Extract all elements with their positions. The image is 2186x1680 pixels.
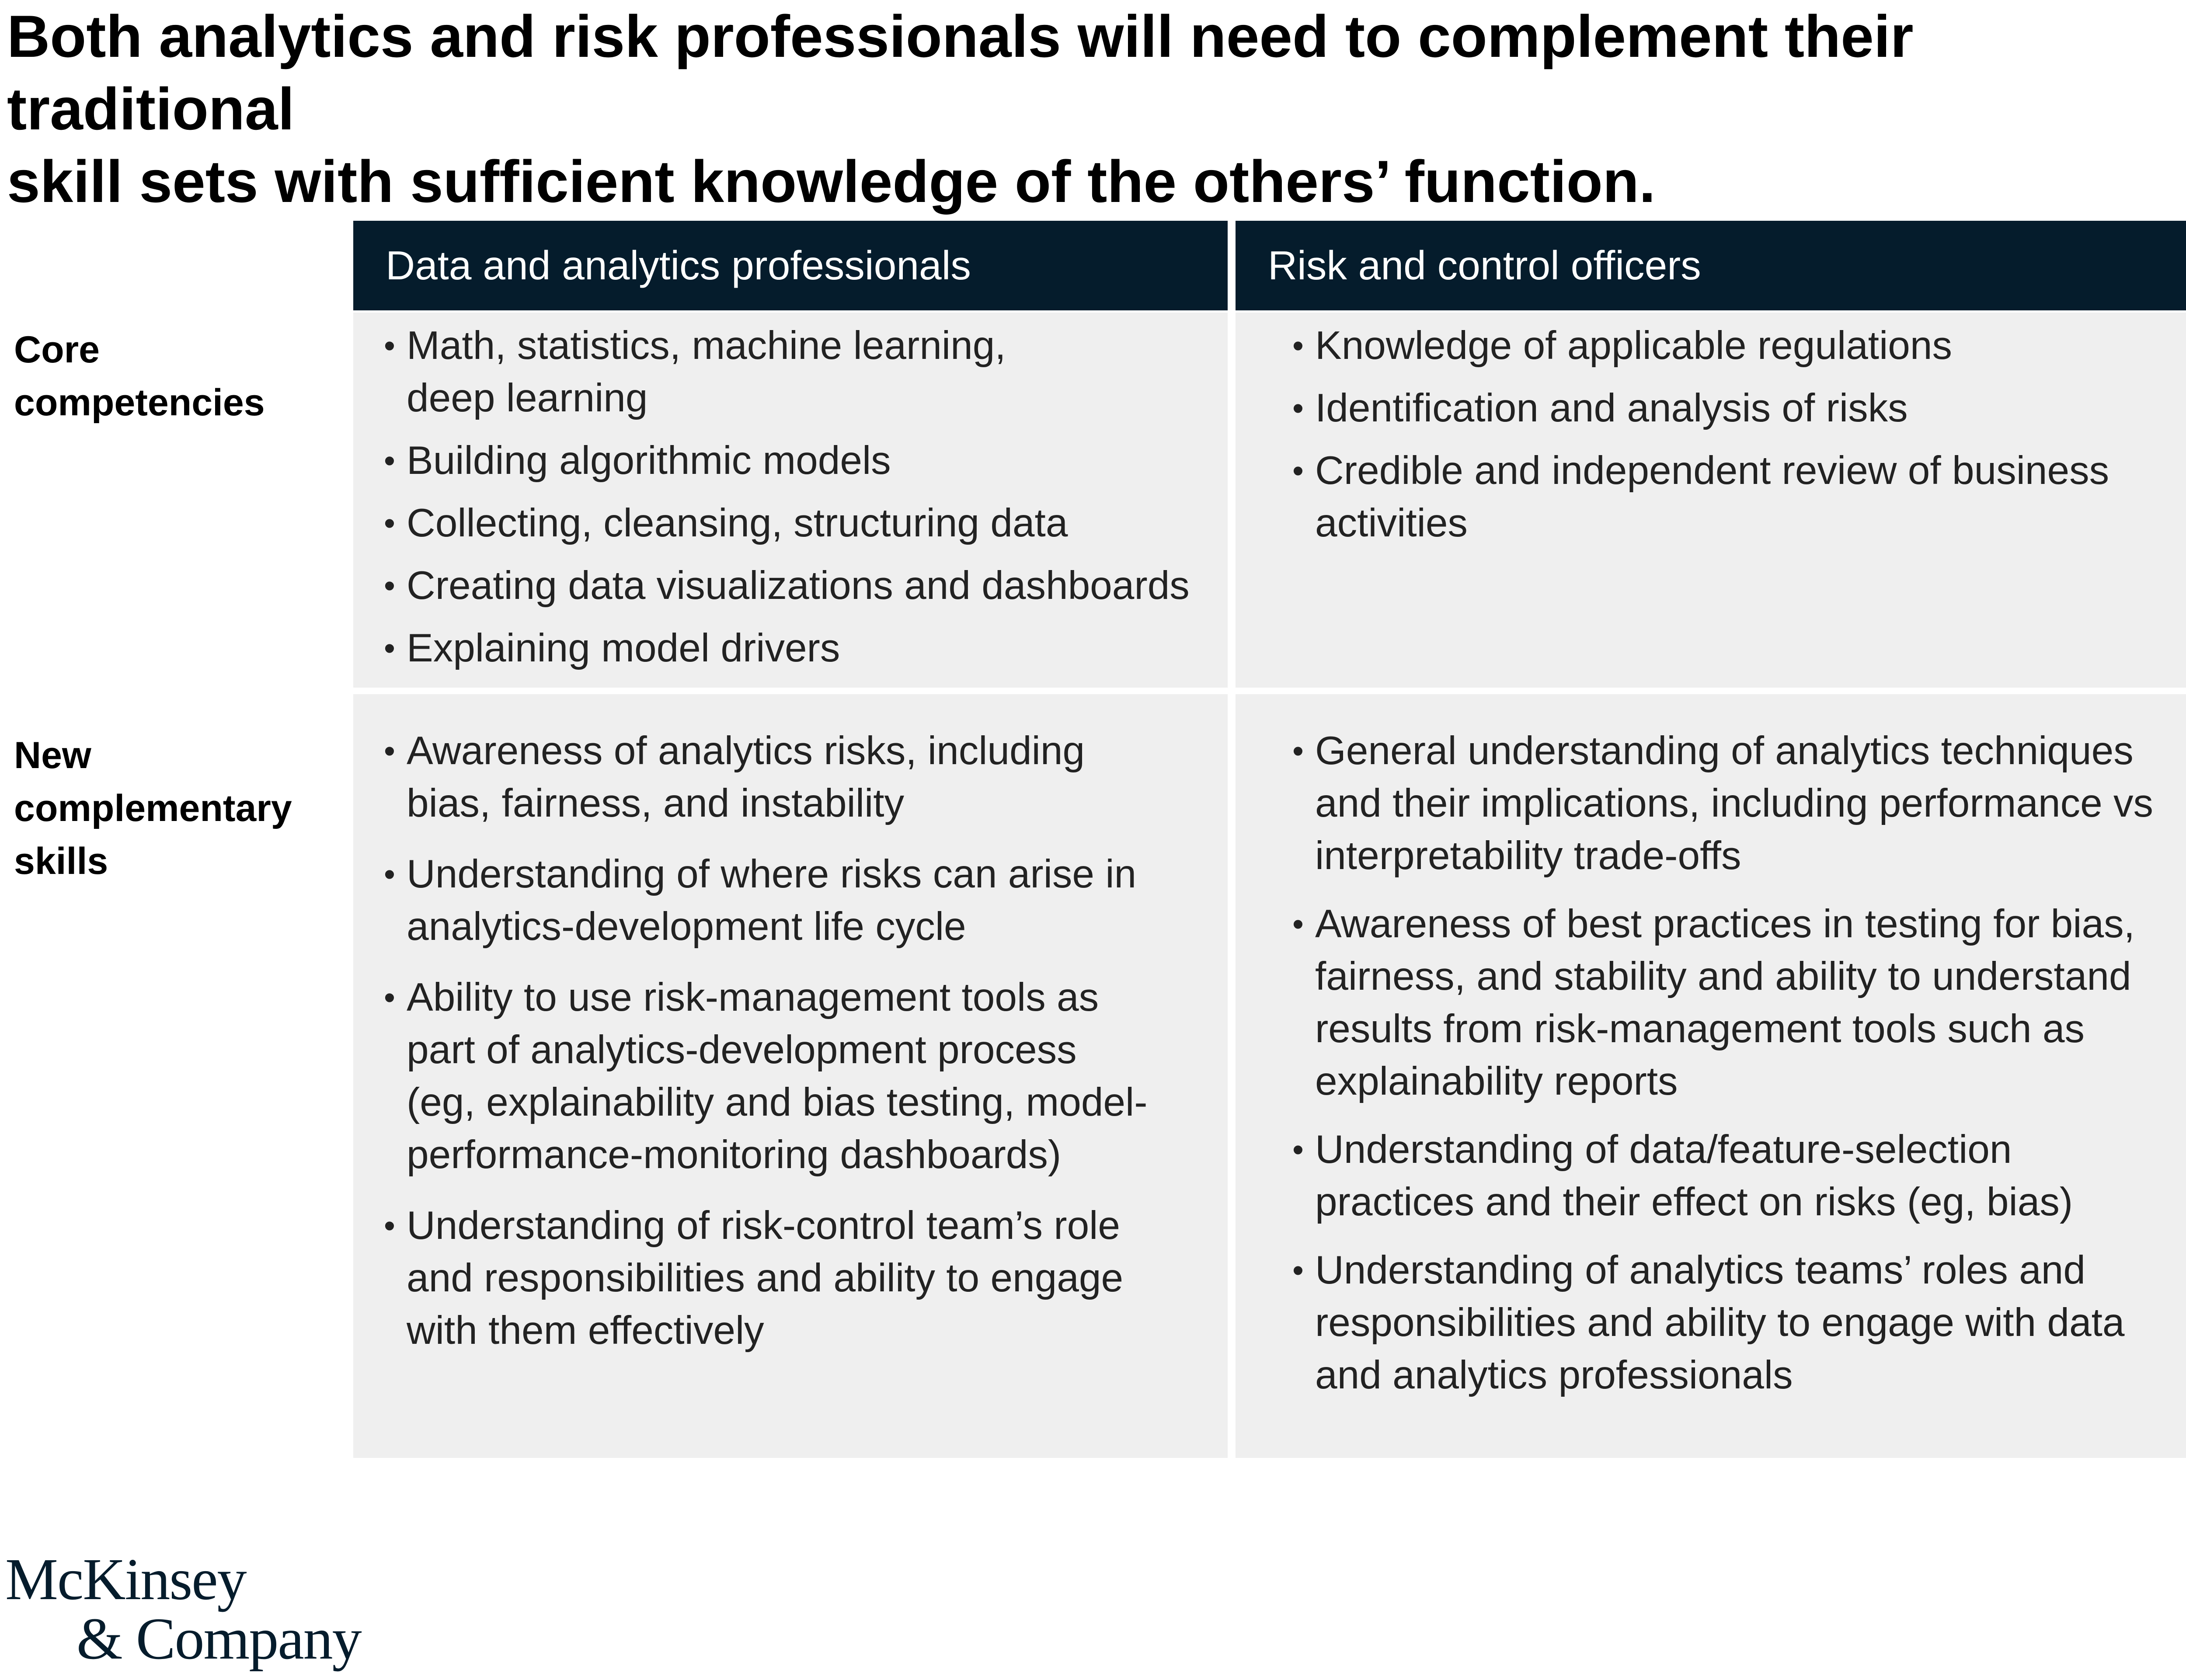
list-item-line: Awareness of analytics risks, including — [407, 729, 1085, 773]
list-item-line: Building algorithmic models — [407, 438, 891, 483]
list-item-line: Awareness of best practices in testing for bias, — [1315, 902, 2135, 946]
list-item-line: Understanding of risk-control team’s role — [407, 1203, 1121, 1248]
list-item — [1292, 320, 2109, 372]
list-item-line: Collecting, cleansing, structuring data — [407, 501, 1068, 545]
cell-new-skills-risk-control — [1236, 694, 2186, 1458]
list-item-line: fairness, and stability and ability to understand — [1315, 954, 2131, 998]
title-line-2: skill sets with sufficient knowledge of the others’ function. — [7, 148, 1656, 215]
row-label-line: complementary — [14, 787, 292, 829]
list-item — [384, 320, 1190, 424]
list-item-line: bias, fairness, and instability — [407, 781, 905, 825]
list-item-line: Identification and analysis of risks — [1315, 386, 1908, 430]
list-item-line: part of analytics-development process — [407, 1028, 1077, 1072]
list-item — [384, 497, 1190, 550]
list-item-line: interpretability trade-offs — [1315, 834, 1741, 878]
bullet-list — [384, 725, 1148, 1357]
list-item — [384, 1200, 1148, 1357]
title-line-1: Both analytics and risk professionals will need to complement their traditional — [7, 3, 1914, 142]
list-item — [384, 725, 1148, 830]
list-item-line: Understanding of analytics teams’ roles and — [1315, 1248, 2085, 1292]
column-header-label: Data and analytics professionals — [386, 243, 971, 288]
row-label-line: New — [14, 734, 91, 776]
list-item — [384, 560, 1190, 612]
list-item-line: and analytics professionals — [1315, 1353, 1793, 1397]
cell-new-skills-data-analytics — [353, 694, 1228, 1458]
list-item — [1292, 382, 2109, 435]
logo-line-1: McKinsey — [5, 1547, 246, 1612]
list-item — [384, 435, 1190, 487]
bullet-list — [1292, 320, 2109, 550]
cell-core-data-analytics — [353, 313, 1228, 688]
row-label-line: Core — [14, 329, 100, 371]
list-item — [1292, 445, 2109, 550]
bullet-list — [1292, 725, 2153, 1402]
list-item — [1292, 898, 2153, 1108]
list-item-line: practices and their effect on risks (eg, bias) — [1315, 1180, 2073, 1224]
list-item-line: responsibilities and ability to engage with data — [1315, 1301, 2125, 1345]
list-item — [384, 971, 1148, 1181]
row-label-line: skills — [14, 840, 108, 882]
list-item — [1292, 1244, 2153, 1402]
column-header-risk-control — [1236, 221, 2186, 310]
list-item-line: Explaining model drivers — [407, 626, 840, 670]
list-item-line: Understanding of data/feature-selection — [1315, 1127, 2012, 1172]
row-label-new-complementary-skills — [14, 729, 292, 888]
logo-line-2: & Company — [77, 1606, 361, 1672]
list-item-line: activities — [1315, 501, 1468, 545]
list-item-line: Math, statistics, machine learning, — [407, 323, 1006, 368]
list-item-line: Knowledge of applicable regulations — [1315, 323, 1953, 368]
row-label-line: competencies — [14, 382, 265, 424]
list-item — [384, 622, 1190, 675]
list-item-line: and responsibilities and ability to engage — [407, 1256, 1124, 1300]
row-label-core-competencies — [14, 323, 265, 429]
list-item-line: deep learning — [407, 376, 648, 420]
bullet-list — [384, 320, 1190, 675]
list-item-line: and their implications, including performance vs — [1315, 781, 2153, 825]
list-item-line: Credible and independent review of business — [1315, 449, 2109, 493]
page-title — [7, 0, 2167, 218]
list-item-line: analytics-development life cycle — [407, 904, 966, 949]
list-item-line: General understanding of analytics techniques — [1315, 729, 2134, 773]
list-item — [384, 848, 1148, 953]
list-item-line: (eg, explainability and bias testing, model- — [407, 1080, 1148, 1124]
cell-core-risk-control — [1236, 313, 2186, 688]
list-item-line: results from risk-management tools such as — [1315, 1007, 2085, 1051]
column-header-data-analytics — [353, 221, 1228, 310]
mckinsey-logo — [5, 1547, 361, 1672]
list-item-line: explainability reports — [1315, 1059, 1678, 1103]
list-item-line: Creating data visualizations and dashboards — [407, 563, 1190, 608]
list-item-line: Ability to use risk-management tools as — [407, 975, 1099, 1019]
list-item-line: performance-monitoring dashboards) — [407, 1133, 1062, 1177]
list-item — [1292, 725, 2153, 882]
list-item-line: Understanding of where risks can arise in — [407, 852, 1137, 896]
list-item-line: with them effectively — [407, 1308, 764, 1353]
list-item — [1292, 1123, 2153, 1228]
column-header-label: Risk and control officers — [1268, 243, 1701, 288]
